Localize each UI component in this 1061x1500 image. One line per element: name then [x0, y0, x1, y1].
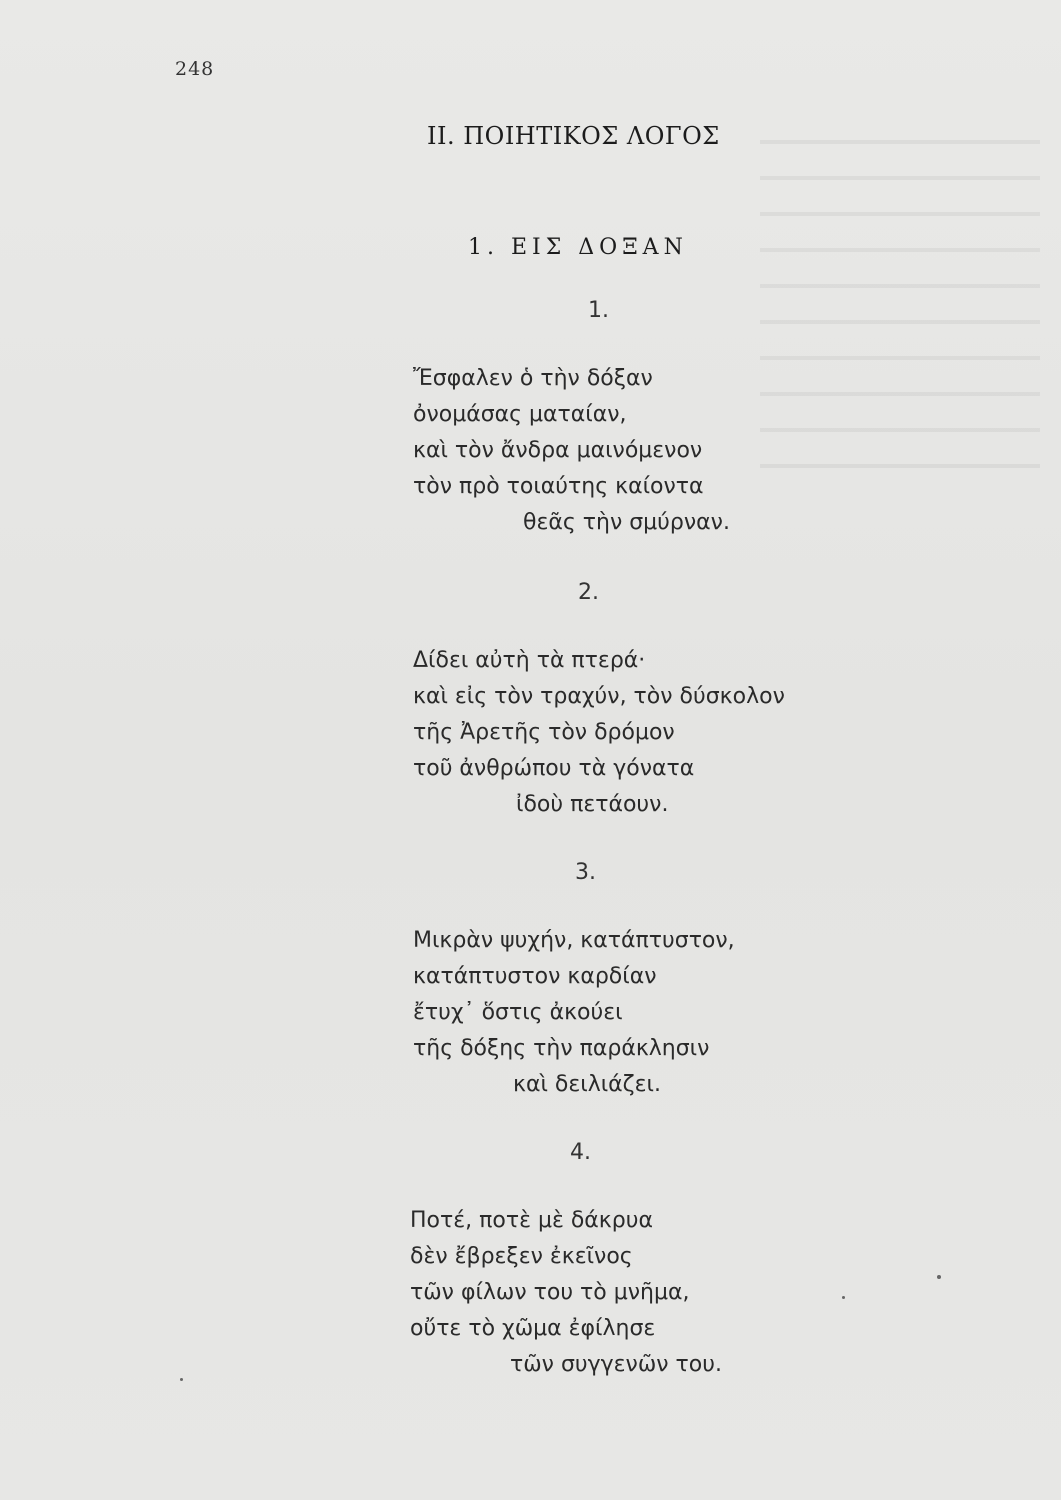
ink-speck: [937, 1275, 941, 1279]
stanza: [413, 648, 853, 838]
stanza: [413, 366, 833, 556]
verse-line: καὶ δειλιάζει.: [513, 1072, 661, 1097]
stanza-number: 4.: [570, 1140, 591, 1165]
verse-line: καὶ τὸν ἄνδρα μαινόμενον: [413, 438, 703, 463]
verse-line: Ποτέ, ποτὲ μὲ δάκρυα: [410, 1208, 653, 1233]
verse-line: κατάπτυστον καρδίαν: [413, 964, 657, 989]
poem-title: 1. ΕΙΣ ΔΟΞΑΝ: [468, 235, 688, 260]
verse-line: Δίδει αὐτὴ τὰ πτερά·: [413, 648, 646, 673]
stanza: [413, 928, 853, 1118]
verse-line: ἔτυχ᾿ ὅστις ἀκούει: [413, 1000, 623, 1025]
verse-line: τῆς δόξης τὴν παράκλησιν: [413, 1036, 710, 1061]
stanza-number: 2.: [578, 580, 599, 605]
verse-line: οὔτε τὸ χῶμα ἐφίλησε: [410, 1316, 656, 1341]
stanza-number: 3.: [575, 860, 596, 885]
stanza-number: 1.: [588, 298, 609, 323]
stanza: [410, 1208, 850, 1398]
verse-line: τοῦ ἀνθρώπου τὰ γόνατα: [413, 756, 695, 781]
section-title: II. ΠΟΙΗΤΙΚΟΣ ΛΟΓΟΣ: [427, 122, 720, 150]
verse-line: καὶ εἰς τὸν τραχύν, τὸν δύσκολον: [413, 684, 785, 709]
verse-line: τῶν συγγενῶν του.: [510, 1352, 722, 1377]
verse-line: Μικρὰν ψυχήν, κατάπτυστον,: [413, 928, 735, 953]
ink-speck: [842, 1296, 845, 1299]
verse-line: τῶν φίλων του τὸ μνῆμα,: [410, 1280, 690, 1305]
ink-speck: [180, 1378, 183, 1381]
verse-line: τῆς Ἀρετῆς τὸν δρόμον: [413, 720, 675, 745]
verse-line: ἰδοὺ πετάουν.: [516, 792, 669, 817]
verse-line: δὲν ἔβρεξεν ἐκεῖνος: [410, 1244, 633, 1269]
page-number: 248: [175, 58, 215, 80]
verse-line: ὀνομάσας ματαίαν,: [413, 402, 627, 427]
verse-line: θεᾶς τὴν σμύρναν.: [523, 510, 730, 535]
verse-line: τὸν πρὸ τοιαύτης καίοντα: [413, 474, 704, 499]
verse-line: Ἔσφαλεν ὁ τὴν δόξαν: [413, 366, 653, 391]
